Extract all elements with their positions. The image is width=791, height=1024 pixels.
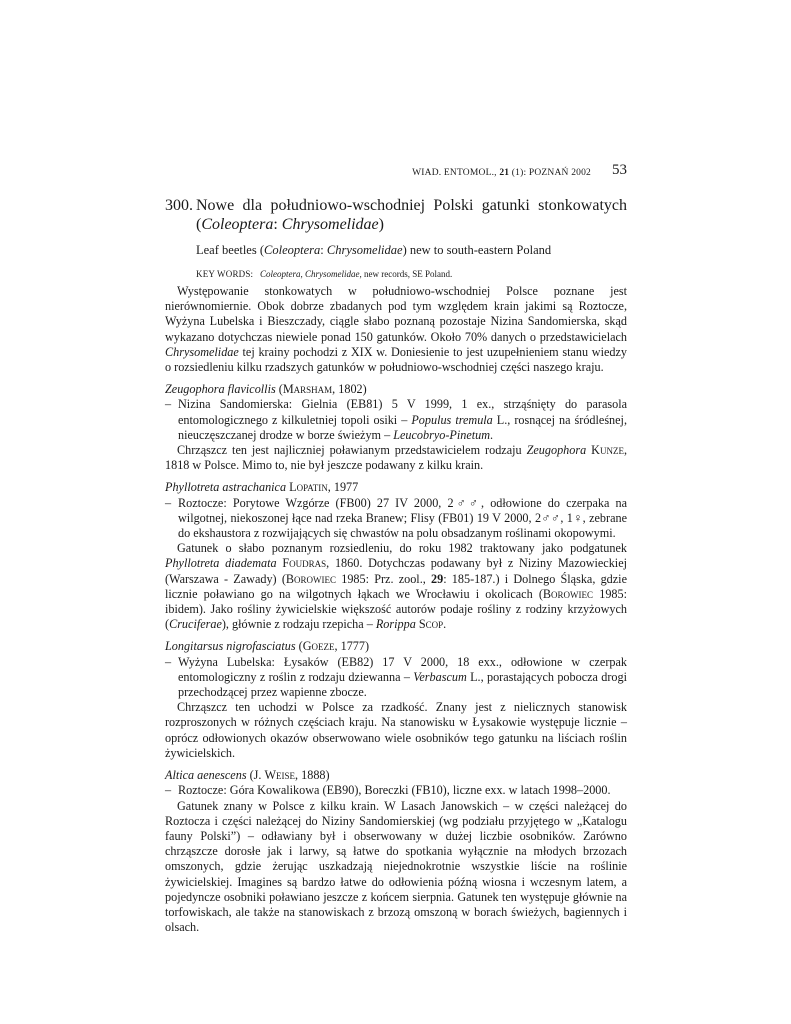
record-altica: – Roztocze: Góra Kowalikowa (EB90), Boreczki (FB10), liczne exx. w latach 1998–2000. (165, 783, 611, 798)
page (165, 160, 627, 935)
intro-paragraph: Występowanie stonkowatych w południowo-wschodniej Polsce poznane jest nierównomiernie. Obok dobrze zbadanych pod tym względem krain jakimi są Roztocze, Wyżyna Lubelska i Bieszczady, ciągle słabo poznaną pozostaje Nizina Sandomierska, skąd wykazano dotychczas niewiele ponad 150 gatunków. Około 70% danych o przedstawicielach Chrysomelidae tej krainy pochodzi z XIX w. Doniesienie to jest uzupełnieniem stanu wiedzy o rozsiedleniu kilku rzadszych gatunków w południowo-wschodniej części naszego kraju. (165, 284, 627, 375)
keywords: KEY WORDS: Coleoptera, Chrysomelidae, new records, SE Poland. (196, 269, 453, 279)
running-head (165, 160, 627, 182)
paragraph-zeugophora: Chrząszcz ten jest najliczniej poławianym przedstawicielem rodzaju Zeugophora Kunze, 1818 w Polsce. Mimo to, nie był jeszcze podawany z kilku krain. (165, 443, 628, 473)
species-heading-zeugophora: Zeugophora flavicollis (Marsham, 1802) (165, 382, 367, 397)
species-heading-altica: Altica aenescens (J. Weise, 1888) (165, 768, 330, 783)
paragraph-longitarsus: Chrząszcz ten uchodzi w Polsce za rzadkość. Znany jest z nielicznych stanowisk rozproszonych w różnych częściach kraju. Na stanowisku w Łysakowie występuje licznie – oprócz odłowionych okazów obserwowano wiele osobników tego gatunku na liściach roślin żywicielskich. (165, 700, 627, 760)
record-zeugophora: – Nizina Sandomierska: Gielnia (EB81) 5 V 1999, 1 ex., strząśnięty do parasola entomologicznego z kilkuletniej topoli osiki – Populus tremula L., rosnącej na śródleśnej, nieuczęszczanej drodze w borze świeżym – Leucobryo-Pinetum. (165, 397, 627, 442)
article-number: 300. (165, 197, 193, 214)
record-longitarsus: – Wyżyna Lubelska: Łysaków (EB82) 17 V 2000, 18 exx., odłowione w czerpak entomologiczny z roślin z rodzaju dziewanna – Verbascum L., porastających pobocza drogi przechodzącej przez wapienne zbocze. (165, 654, 627, 700)
page-number: 53 (612, 162, 627, 178)
english-title: Leaf beetles (Coleoptera: Chrysomelidae) new to south-eastern Poland (196, 243, 552, 257)
article-title-block (165, 196, 627, 280)
species-heading-longitarsus: Longitarsus nigrofasciatus (Goeze, 1777) (165, 639, 370, 654)
record-phyllotreta: – Roztocze: Porytowe Wzgórze (FB00) 27 IV 2000, 2♂♂, odłowione do czerpaka na wilgotnej, niekoszonej łące nad rzeka Branew; Flisy (FB01) 19 V 2000, 2♂♂, 1♀, zebrane do ekshaustora z rozwijających się chwastów na polu obsadzanym roślinami okopowymi. (165, 495, 627, 541)
paragraph-altica: Gatunek znany w Polsce z kilku krain. W Lasach Janowskich – w części należącej do Roztocza i części należącej do Niziny Sandomierskiej (wg podziału przyjętego w „Katalogu fauny Polski”) – odławiany był i obserwowany w dużej liczbie osobników. Zarówno chrząszcze dorosłe jak i larwy, są łatwe do spotkania wyłącznie na młodych brzozach omszonych, gdzie żerując uszkadzają niejednokrotnie wszystkie liście na roślinie żywicielskiej. Imagines są bardzo łatwe do odłowienia późną wiosna i wczesnym latem, a pojedyncze osobniki poławiano jeszcze z końcem sierpnia. Gatunek ten występuje głównie na torfowiskach, ale także na stanowiskach z brzozą omszoną w borach świeżych, bagiennych i olsach. (165, 798, 627, 935)
journal-citation: WIAD. ENTOMOL., 21 (1): POZNAŃ 2002 (412, 168, 591, 178)
paragraph-phyllotreta: Gatunek o słabo poznanym rozsiedleniu, do roku 1982 traktowany jako podgatunek Phyllotreta diademata Foudras, 1860. Dotychczas podawany był z Niziny Mazowieckiej (Warszawa - Zawady) (Borowiec 1985: Prz. zool., 29: 185-187.) i Dolnego Śląska, gdzie licznie poławiano go na wilgotnych łąkach we Wrocławiu i okolicach (Borowiec 1985: ibidem). Jako rośliny żywicielskie większość autorów podaje rośliny z rodziny krzyżowych (Cruciferae), głównie z rodzaju rzepicha – Rorippa Scop. (165, 541, 627, 632)
species-heading-phyllotreta: Phyllotreta astrachanica Lopatin, 1977 (165, 480, 359, 495)
volume: 21 (499, 168, 510, 178)
article-title: Nowe dla południowo-wschodniej Polski gatunki stonkowatych (Coleoptera: Chrysomelidae) (196, 197, 627, 233)
